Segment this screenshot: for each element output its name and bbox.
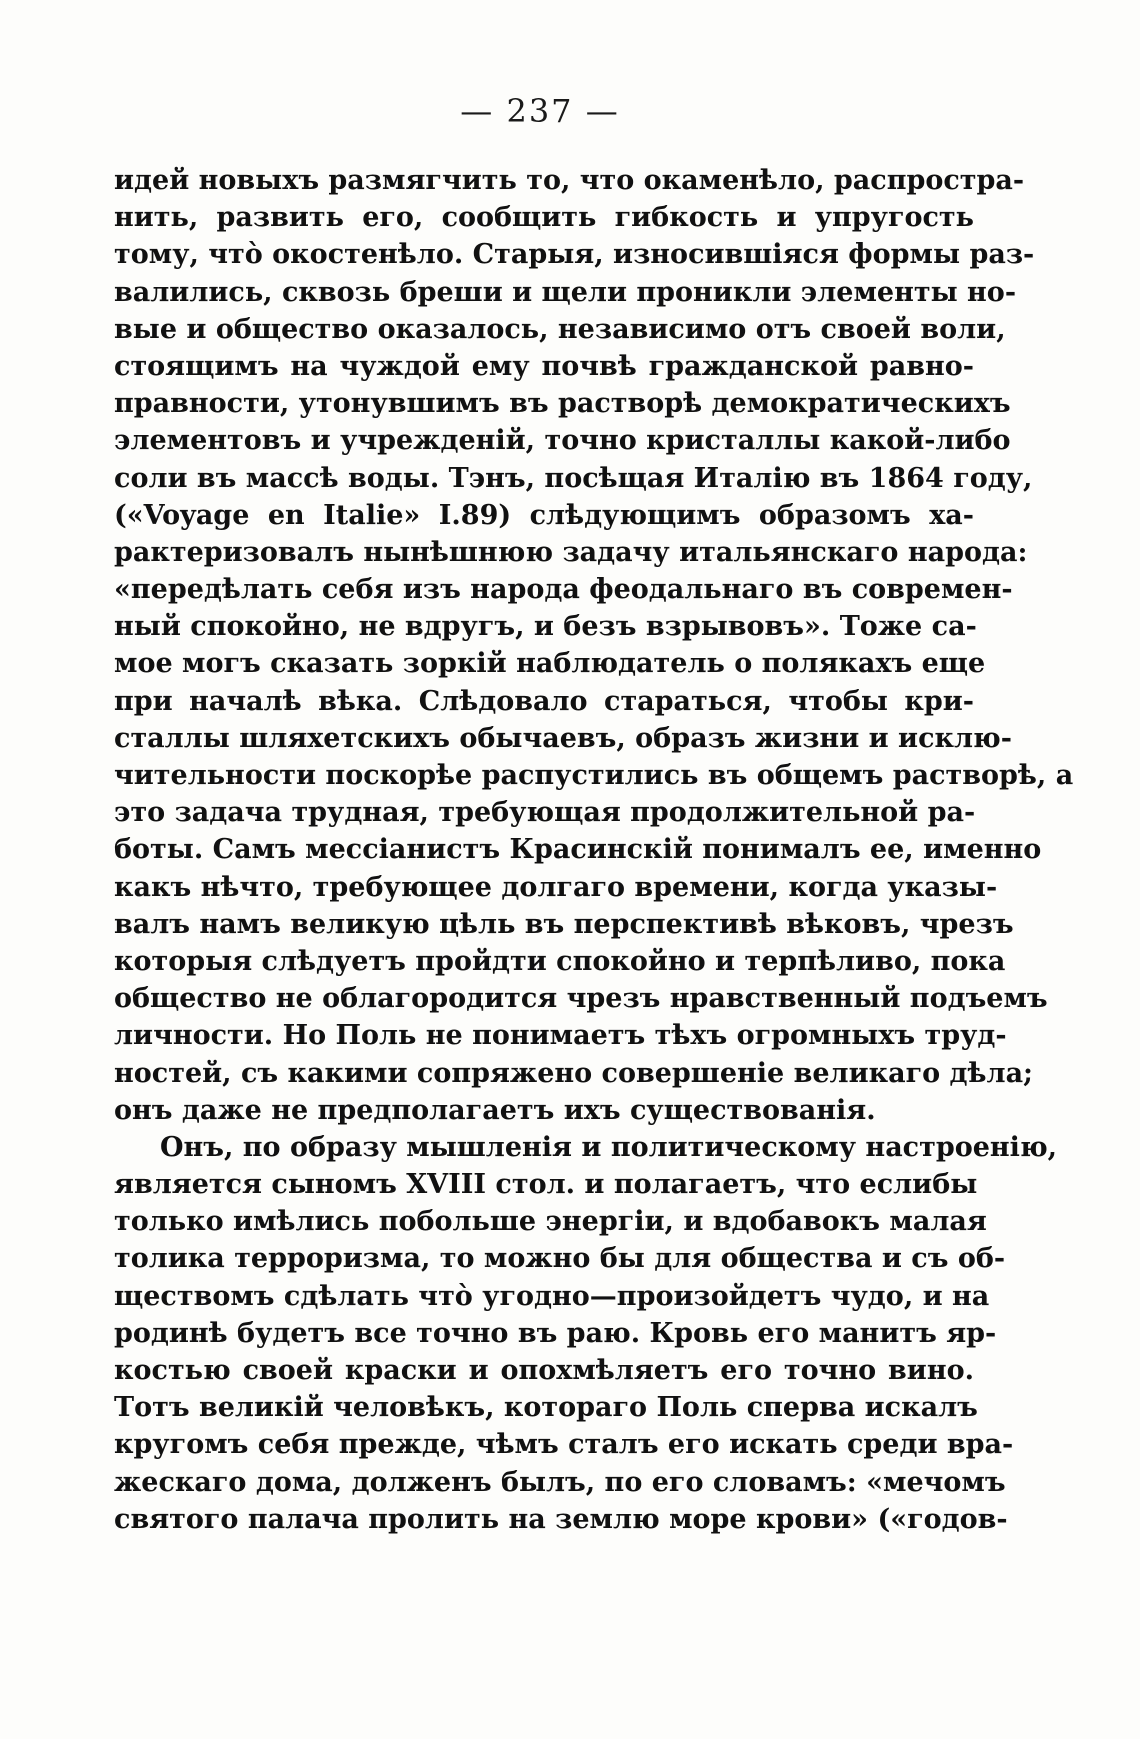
text-line: является сыномъ XVIII стол. и полагаетъ, что еслибы: [114, 1169, 978, 1201]
text-line: которыя слѣдуетъ пройдти спокойно и терпѣливо, пока: [114, 945, 1006, 977]
text-line: толика терроризма, то можно бы для общества и съ об-: [114, 1243, 1006, 1275]
text-line: ностей, съ какими сопряжено совершеніе великаго дѣла;: [114, 1057, 1034, 1089]
text-line: валъ намъ великую цѣль въ перспективѣ вѣковъ, чрезъ: [114, 908, 1014, 940]
text-line: мое могъ сказать зоркій наблюдатель о полякахъ еще: [114, 648, 986, 680]
text-line: святого палача пролить на землю море крови» («годов-: [114, 1503, 1008, 1535]
text-line: валились, сквозь бреши и щели проникли элементы но-: [114, 276, 1017, 308]
text-line: онъ даже не предполагаетъ ихъ существованія.: [114, 1094, 876, 1126]
text-line: стоящимъ на чуждой ему почвѣ гражданской равно-: [114, 350, 974, 382]
text-line: это задача трудная, требующая продолжительной ра-: [114, 797, 976, 829]
text-line: при началѣ вѣка. Слѣдовало стараться, чтобы кри-: [114, 685, 974, 717]
text-line: кругомъ себя прежде, чѣмъ сталъ его искать среди вра-: [114, 1429, 1014, 1461]
text-line: общество не облагородится чрезъ нравственный подъемъ: [114, 983, 1048, 1015]
text-line: Онъ, по образу мышленія и политическому настроенію,: [160, 1131, 1058, 1163]
text-line: какъ нѣчто, требующее долгаго времени, когда указы-: [114, 871, 998, 903]
text-line: чительности поскорѣе распустились въ общемъ растворѣ, а: [114, 760, 1074, 791]
text-line: соли въ массѣ воды. Тэнъ, посѣщая Италію въ 1864 году,: [114, 462, 1033, 494]
text-line: костью своей краски и опохмѣляетъ его точно вино.: [114, 1355, 974, 1386]
text-line: рактеризовалъ нынѣшнюю задачу итальянскаго народа:: [114, 536, 1028, 568]
text-line: только имѣлись побольше энергіи, и вдобавокъ малая: [114, 1206, 987, 1238]
text-line: «передѣлать себя изъ народа феодальнаго въ современ-: [114, 574, 1013, 606]
text-line: элементовъ и учрежденій, точно кристаллы какой-либо: [114, 425, 1011, 457]
text-line: Тотъ великій человѣкъ, котораго Поль сперва искалъ: [114, 1392, 978, 1424]
text-line: родинѣ будетъ все точно въ раю. Кровь его манитъ яр-: [114, 1317, 997, 1349]
text-line: идей новыхъ размягчить то, что окаменѣло, распростра-: [114, 165, 1025, 196]
text-line: вые и общество оказалось, независимо отъ своей воли,: [114, 313, 1006, 345]
text-line: боты. Самъ мессіанистъ Красинскій понималъ ее, именно: [114, 834, 1042, 866]
text-line: жескаго дома, долженъ былъ, по его словамъ: «мечомъ: [114, 1466, 1006, 1498]
text-line: личности. Но Поль не понимаетъ тѣхъ огромныхъ труд-: [114, 1020, 1007, 1052]
text-line: ный спокойно, не вдругъ, и безъ взрывовъ». Тоже са-: [114, 611, 977, 643]
text-line: («Voyage en Italie» I.89) слѣдующимъ образомъ ха-: [114, 499, 974, 531]
text-line: нить, развить его, сообщить гибкость и упругость: [114, 202, 974, 234]
text-line: правности, утонувшимъ въ растворѣ демократическихъ: [114, 388, 1011, 420]
text-line: сталлы шляхетскихъ обычаевъ, образъ жизни и исклю-: [114, 722, 1012, 754]
page-number: — 237 —: [460, 92, 620, 130]
text-line: тому, что̀ окостенѣло. Старыя, износившіяся формы раз-: [114, 239, 1035, 271]
body-text: [114, 162, 1074, 1538]
text-line: ществомъ сдѣлать что̀ угодно—произойдетъ чудо, и на: [114, 1280, 990, 1312]
